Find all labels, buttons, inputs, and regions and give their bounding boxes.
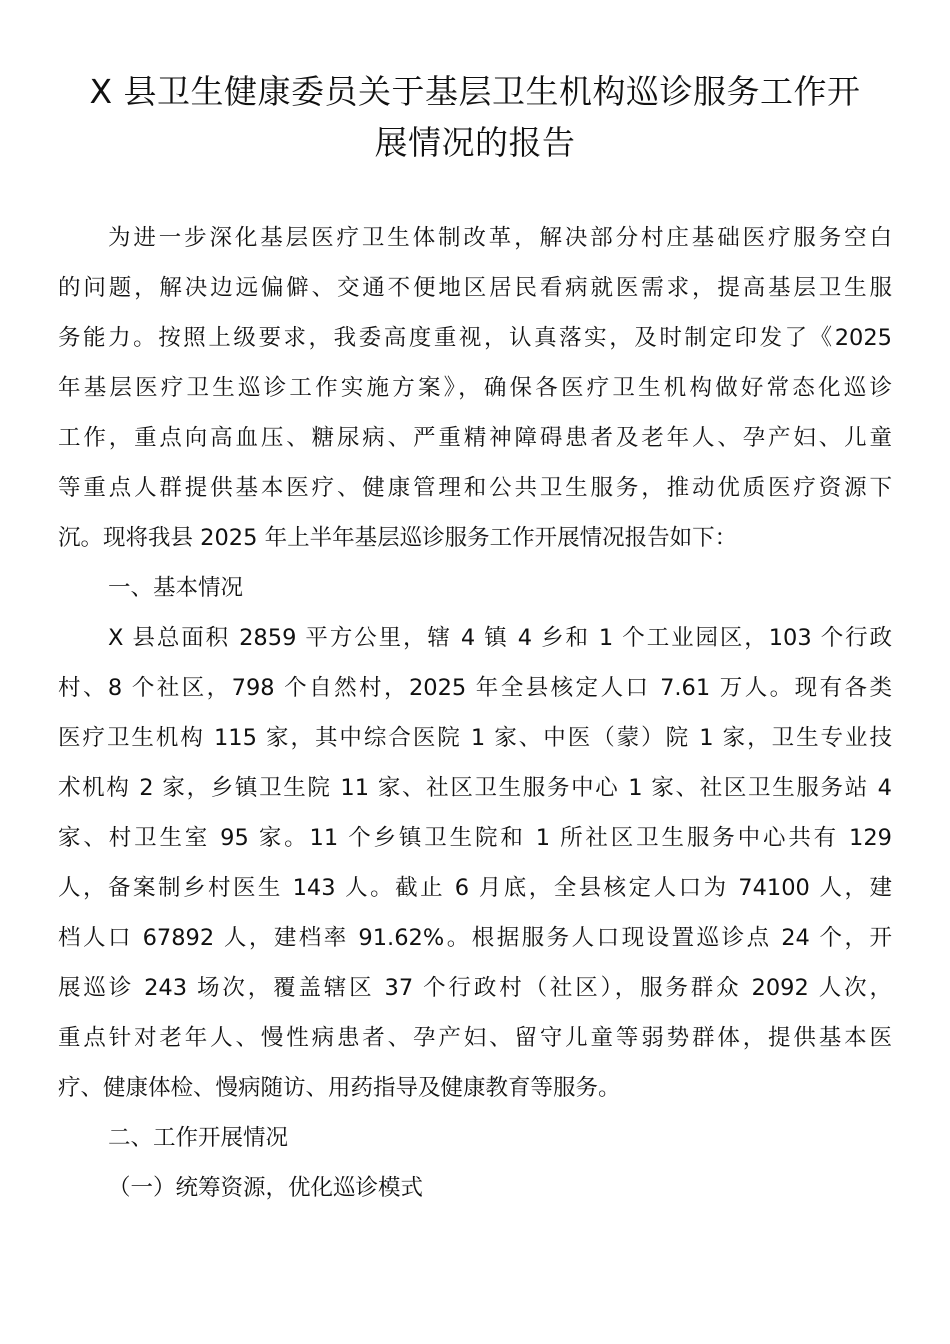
paragraph-line: 人，备案制乡村医生 143 人。截止 6 月底，全县核定人口为 74100 人，建 (58, 875, 892, 901)
paragraph-line: 重点针对老年人、慢性病患者、孕产妇、留守儿童等弱势群体，提供基本医 (58, 1025, 892, 1051)
document-body (58, 213, 892, 1213)
paragraph-line: 术机构 2 家，乡镇卫生院 11 家、社区卫生服务中心 1 家、社区卫生服务站 4 (58, 775, 892, 801)
subsection-heading: （一）统筹资源，优化巡诊模式 (108, 1175, 424, 1201)
paragraph-line: X 县总面积 2859 平方公里，辖 4 镇 4 乡和 1 个工业园区，103 个行政 (108, 625, 892, 651)
paragraph-line: 务能力。按照上级要求，我委高度重视，认真落实，及时制定印发了《2025 (58, 325, 892, 351)
paragraph-line: 档人口 67892 人，建档率 91.62%。根据服务人口现设置巡诊点 24 个，开 (58, 925, 892, 951)
paragraph-line: 为进一步深化基层医疗卫生体制改革，解决部分村庄基础医疗服务空白 (108, 225, 892, 251)
basic-situation-paragraph (58, 613, 892, 1113)
section-heading-work-progress (58, 1113, 892, 1163)
title-line: 展情况的报告 (374, 123, 576, 162)
paragraph-line: 等重点人群提供基本医疗、健康管理和公共卫生服务，推动优质医疗资源下 (58, 475, 892, 501)
paragraph-line: 医疗卫生机构 115 家，其中综合医院 1 家、中医（蒙）院 1 家，卫生专业技 (58, 725, 892, 751)
paragraph-line: 疗、健康体检、慢病随访、用药指导及健康教育等服务。 (58, 1075, 621, 1101)
paragraph-line: 村、8 个社区，798 个自然村，2025 年全县核定人口 7.61 万人。现有各类 (58, 675, 892, 701)
paragraph-line: 沉。现将我县 2025 年上半年基层巡诊服务工作开展情况报告如下： (58, 525, 738, 551)
document-title (40, 66, 910, 168)
section-heading: 二、工作开展情况 (108, 1125, 289, 1151)
paragraph-line: 的问题，解决边远偏僻、交通不便地区居民看病就医需求，提高基层卫生服 (58, 275, 892, 301)
paragraph-line: 展巡诊 243 场次，覆盖辖区 37 个行政村（社区），服务群众 2092 人次， (58, 975, 892, 1001)
subsection-heading-resources (58, 1163, 892, 1213)
section-heading-basic-situation (58, 563, 892, 613)
paragraph-line: 家、村卫生室 95 家。11 个乡镇卫生院和 1 所社区卫生服务中心共有 129 (58, 825, 892, 851)
paragraph-line: 工作，重点向高血压、糖尿病、严重精神障碍患者及老年人、孕产妇、儿童 (58, 425, 892, 451)
paragraph-line: 年基层医疗卫生巡诊工作实施方案》，确保各医疗卫生机构做好常态化巡诊 (58, 375, 892, 401)
title-line: X 县卫生健康委员关于基层卫生机构巡诊服务工作开 (89, 72, 861, 111)
intro-paragraph (58, 213, 892, 563)
section-heading: 一、基本情况 (108, 575, 244, 601)
